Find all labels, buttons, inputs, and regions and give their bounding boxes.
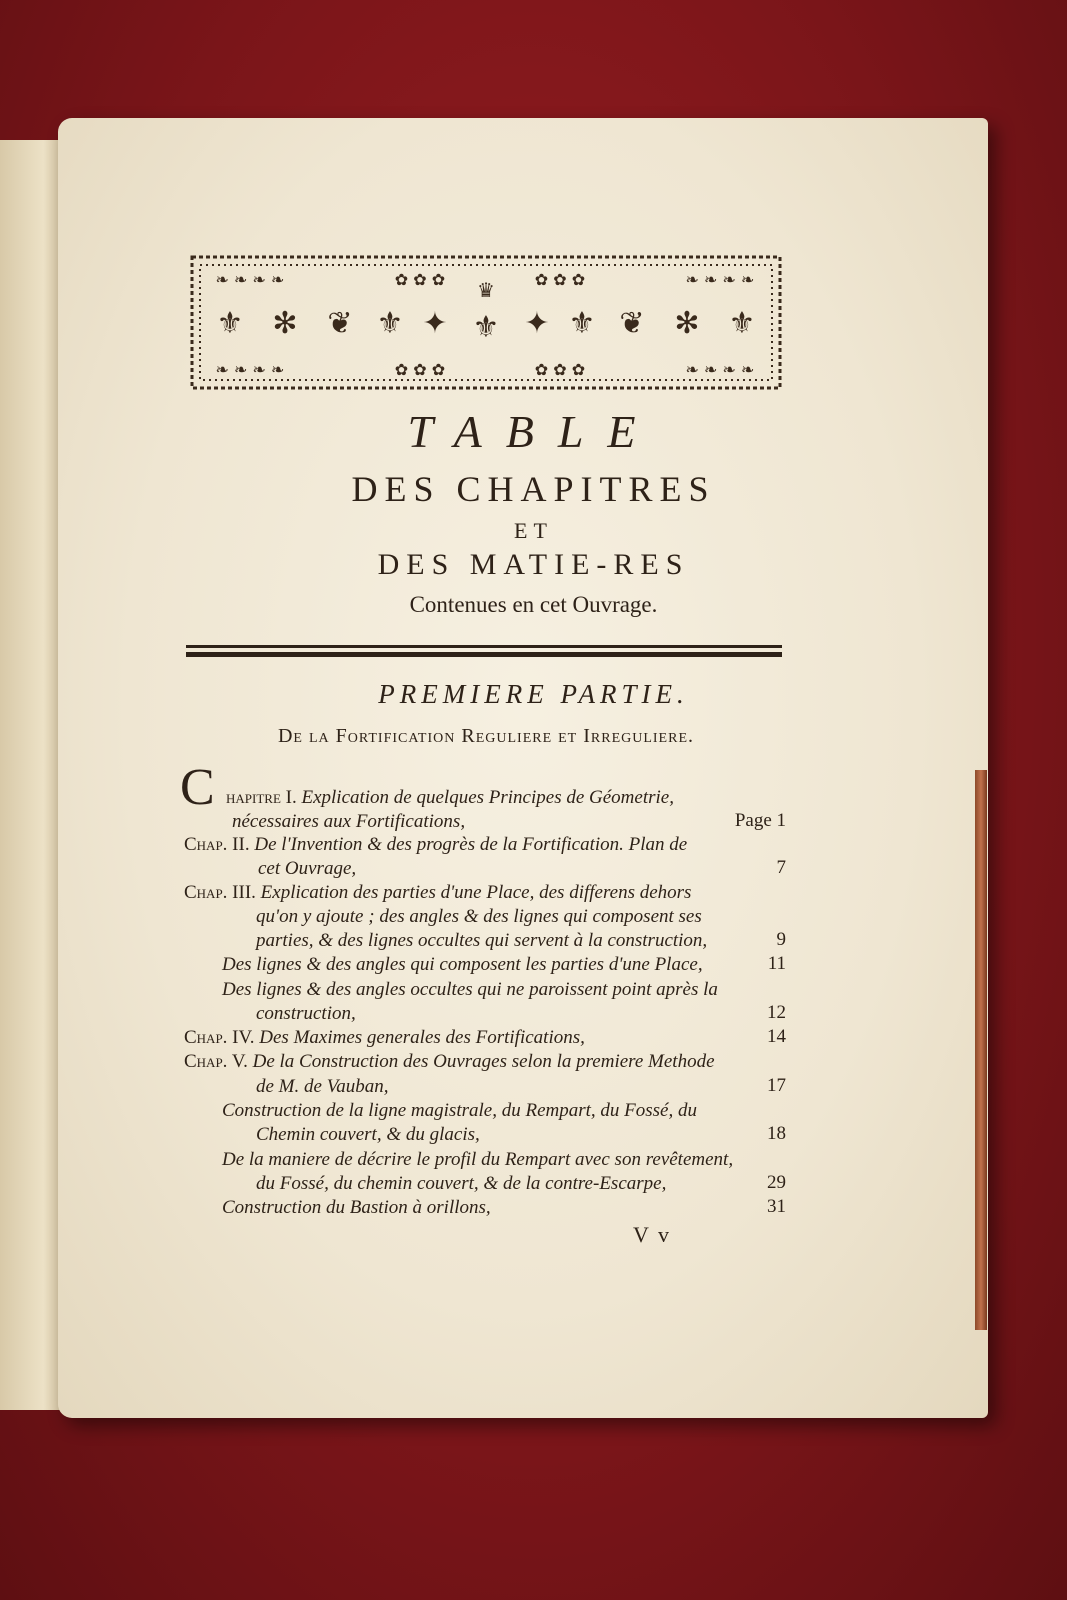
svg-text:⚜: ⚜ <box>728 306 756 341</box>
toc-entry: De la maniere de décrire le profil du Rempart avec son revêtement, <box>222 1149 734 1170</box>
toc-page-number: 11 <box>767 953 786 974</box>
toc-entry: cet Ouvrage, <box>258 858 357 879</box>
svg-text:⚜: ⚜ <box>568 306 596 341</box>
svg-text:✦: ✦ <box>422 306 448 341</box>
toc-entry: Chap. II. De l'Invention & des progrès de la Fortification. Plan de <box>184 834 688 855</box>
toc-page-number: Page 1 <box>734 810 786 831</box>
toc-page-number: 17 <box>767 1075 786 1096</box>
svg-text:✿ ✿ ✿: ✿ ✿ ✿ <box>534 360 586 379</box>
title-matieres: DES MATIE-RES <box>377 548 690 581</box>
toc-page-number: 29 <box>767 1172 786 1193</box>
drop-cap: C <box>180 759 215 816</box>
toc-entry: de M. de Vauban, <box>256 1076 389 1097</box>
svg-text:♛: ♛ <box>477 278 495 302</box>
toc-entry: Des lignes & des angles qui composent les parties d'une Place, <box>222 954 703 975</box>
title-contenues: Contenues en cet Ouvrage. <box>409 592 658 617</box>
svg-text:❦: ❦ <box>327 306 353 341</box>
title-et: ET <box>514 518 553 543</box>
toc-entry: Construction de la ligne magistrale, du Rempart, du Fossé, du <box>222 1100 697 1121</box>
svg-text:✿ ✿ ✿: ✿ ✿ ✿ <box>394 270 446 289</box>
svg-text:✿ ✿ ✿: ✿ ✿ ✿ <box>394 360 446 379</box>
toc-entry: Chap. III. Explication des parties d'une Place, des differens dehors <box>184 882 692 903</box>
toc-entry: Chap. V. De la Construction des Ouvrages selon la premiere Methode <box>184 1051 715 1072</box>
svg-text:⚜: ⚜ <box>472 310 500 345</box>
toc-page-number: 7 <box>776 857 786 878</box>
toc-entry: Chemin couvert, & du glacis, <box>256 1124 480 1145</box>
part-title: PREMIERE PARTIE. <box>378 679 689 709</box>
toc-entry: construction, <box>256 1003 356 1024</box>
svg-text:❧ ❧ ❧ ❧: ❧ ❧ ❧ ❧ <box>685 360 755 379</box>
toc-page-number: 31 <box>767 1196 786 1217</box>
svg-text:⚜: ⚜ <box>216 306 244 341</box>
toc-entry: parties, & des lignes occultes qui servent à la construction, <box>256 930 708 951</box>
toc-entry: Des lignes & des angles occultes qui ne paroissent point après la <box>222 979 718 1000</box>
toc-entry: hapitre I. Explication de quelques Principes de Géometrie, <box>226 787 674 808</box>
svg-text:❧ ❧ ❧ ❧: ❧ ❧ ❧ ❧ <box>685 270 755 289</box>
part-subtitle: De la Fortification Reguliere et Irreguliere. <box>277 725 694 747</box>
toc-entry: nécessaires aux Fortifications, <box>232 811 466 832</box>
toc-entry: Chap. IV. Des Maximes generales des Fortifications, <box>184 1027 585 1048</box>
toc-page-number: 14 <box>767 1026 786 1047</box>
svg-text:⚜: ⚜ <box>376 306 404 341</box>
toc-page-number: 18 <box>767 1123 786 1144</box>
page-edge-shadow <box>975 770 987 1330</box>
toc-page-number: 12 <box>767 1002 786 1023</box>
svg-text:✻: ✻ <box>674 306 700 341</box>
title-table: TABLE <box>407 406 660 457</box>
svg-text:❦: ❦ <box>619 306 645 341</box>
svg-text:✿ ✿ ✿: ✿ ✿ ✿ <box>534 270 586 289</box>
double-rule-divider <box>186 645 782 657</box>
toc-entry: qu'on y ajoute ; des angles & des lignes qui composent ses <box>256 906 702 927</box>
decorative-fleuron-band <box>190 255 782 390</box>
toc-entry: Construction du Bastion à orillons, <box>222 1197 491 1218</box>
svg-text:❧ ❧ ❧ ❧: ❧ ❧ ❧ ❧ <box>215 360 285 379</box>
svg-text:❧ ❧ ❧ ❧: ❧ ❧ ❧ ❧ <box>215 270 285 289</box>
svg-text:✦: ✦ <box>524 306 550 341</box>
toc-entry: du Fossé, du chemin couvert, & de la contre-Escarpe, <box>256 1173 667 1194</box>
signature-mark: V v <box>633 1222 671 1247</box>
title-chapitres: DES CHAPITRES <box>351 469 716 509</box>
svg-text:✻: ✻ <box>272 306 298 341</box>
toc-page-number: 9 <box>776 929 786 950</box>
